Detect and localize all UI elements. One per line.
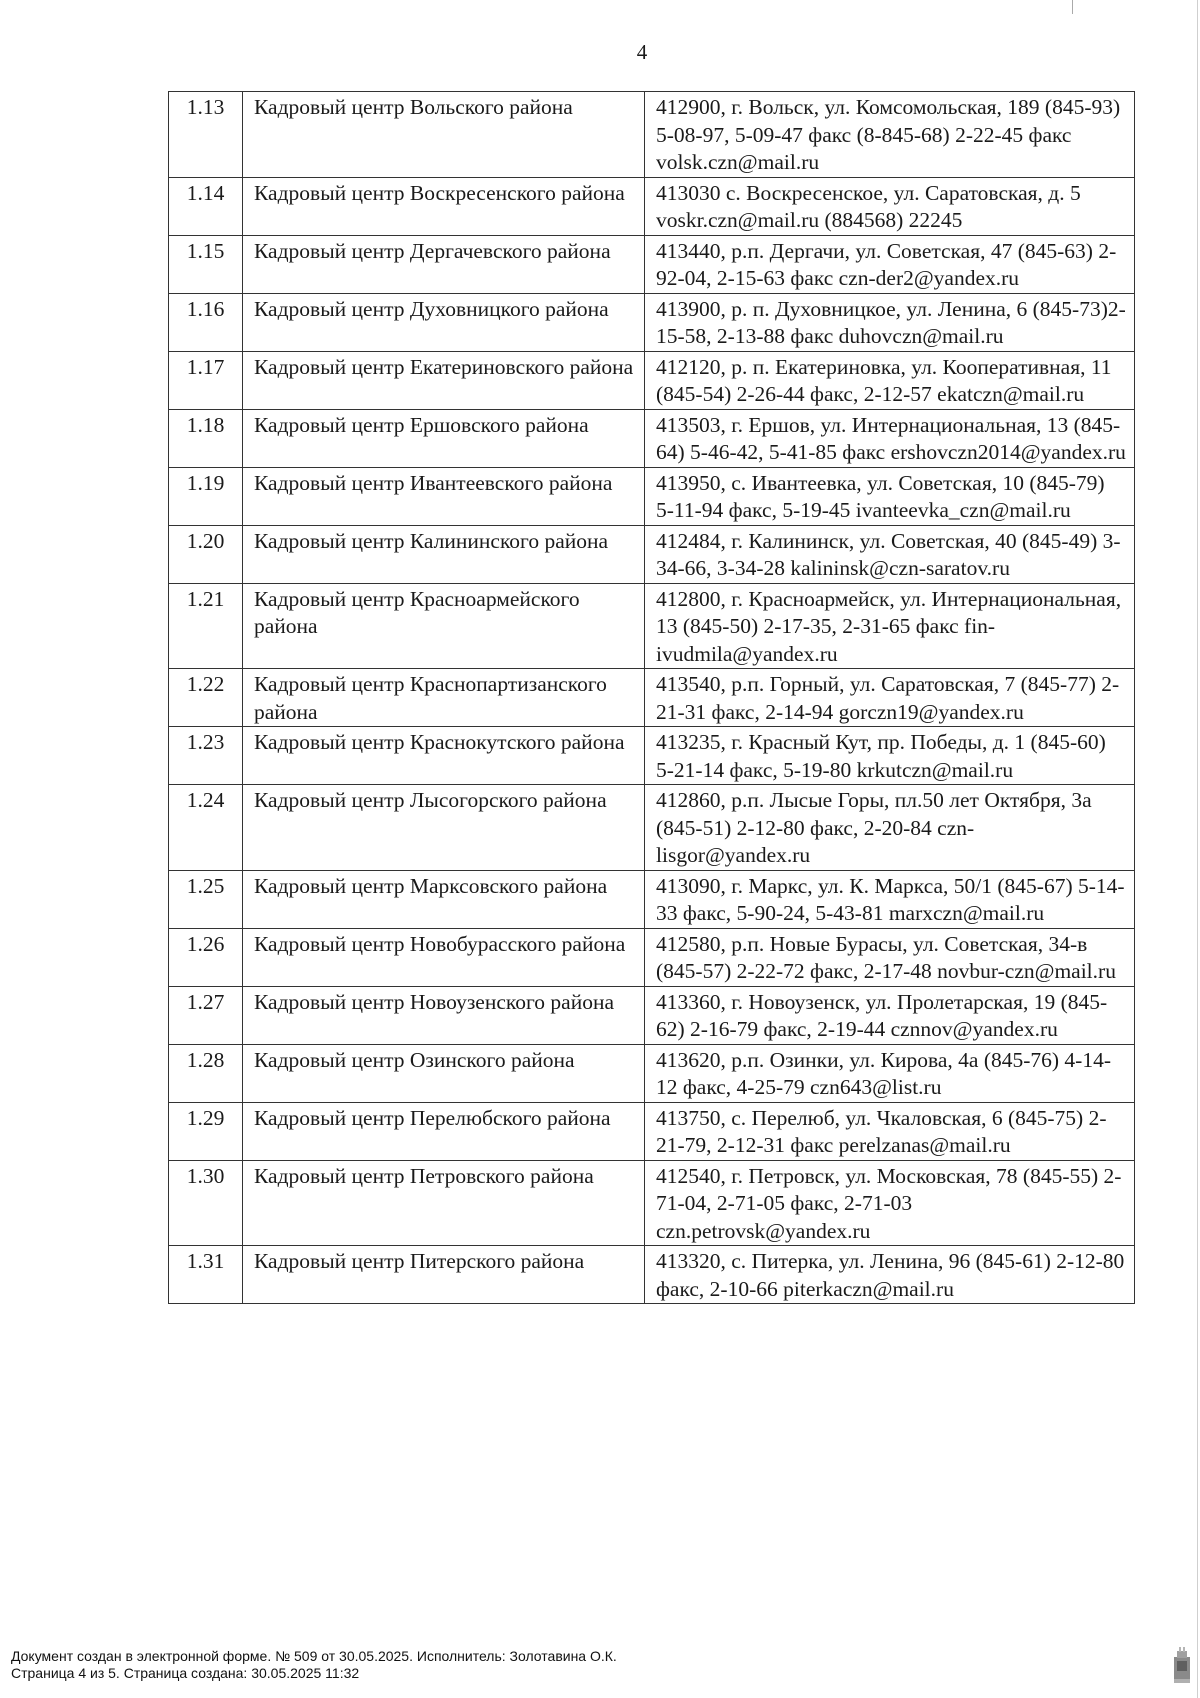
center-name: Кадровый центр Воскресенского района [243, 177, 645, 235]
table-row [169, 1102, 1135, 1160]
center-name: Кадровый центр Ершовского района [243, 409, 645, 467]
table-row [169, 351, 1135, 409]
center-name: Кадровый центр Перелюбского района [243, 1102, 645, 1160]
center-contacts: 413090, г. Маркс, ул. К. Маркса, 50/1 (845-67) 5-14-33 факс, 5-90-24, 5-43-81 marxczn@mail.ru [645, 870, 1135, 928]
center-contacts: 412800, г. Красноармейск, ул. Интернациональная, 13 (845-50) 2-17-35, 2-31-65 факс fin-ivudmila@yandex.ru [645, 583, 1135, 669]
scan-edge-line [1197, 0, 1198, 1698]
center-name: Кадровый центр Новобурасского района [243, 928, 645, 986]
center-name: Кадровый центр Петровского района [243, 1160, 645, 1246]
center-contacts: 413030 с. Воскресенское, ул. Саратовская, д. 5 voskr.czn@mail.ru (884568) 22245 [645, 177, 1135, 235]
center-contacts: 413950, с. Ивантеевка, ул. Советская, 10 (845-79) 5-11-94 факс, 5-19-45 ivanteevka_czn@mail.ru [645, 467, 1135, 525]
row-number: 1.26 [169, 928, 243, 986]
row-number: 1.20 [169, 525, 243, 583]
table-row [169, 525, 1135, 583]
table-row [169, 870, 1135, 928]
center-contacts: 413900, р. п. Духовницкое, ул. Ленина, 6 (845-73)2-15-58, 2-13-88 факс duhovczn@mail.ru [645, 293, 1135, 351]
table-row [169, 928, 1135, 986]
row-number: 1.16 [169, 293, 243, 351]
center-contacts: 412120, р. п. Екатериновка, ул. Кооперативная, 11 (845-54) 2-26-44 факс, 2-12-57 ekatczn@mail.ru [645, 351, 1135, 409]
table-row [169, 92, 1135, 178]
table-row [169, 177, 1135, 235]
center-contacts: 413620, р.п. Озинки, ул. Кирова, 4а (845-76) 4-14-12 факс, 4-25-79 czn643@list.ru [645, 1044, 1135, 1102]
row-number: 1.17 [169, 351, 243, 409]
center-contacts: 413235, г. Красный Кут, пр. Победы, д. 1 (845-60) 5-21-14 факс, 5-19-80 krkutczn@mail.ru [645, 727, 1135, 785]
row-number: 1.31 [169, 1246, 243, 1304]
table-row [169, 293, 1135, 351]
table-row [169, 583, 1135, 669]
row-number: 1.25 [169, 870, 243, 928]
center-contacts: 413503, г. Ершов, ул. Интернациональная, 13 (845-64) 5-46-42, 5-41-85 факс ershovczn2014@yandex.ru [645, 409, 1135, 467]
center-name: Кадровый центр Духовницкого района [243, 293, 645, 351]
center-name: Кадровый центр Калининского района [243, 525, 645, 583]
footer-line-2: Страница 4 из 5. Страница создана: 30.05.2025 11:32 [11, 1665, 360, 1681]
center-name: Кадровый центр Озинского района [243, 1044, 645, 1102]
center-contacts: 412580, р.п. Новые Бурасы, ул. Советская, 34-в (845-57) 2-22-72 факс, 2-17-48 novbur-czn@mail.ru [645, 928, 1135, 986]
row-number: 1.22 [169, 669, 243, 727]
center-name: Кадровый центр Марксовского района [243, 870, 645, 928]
centers-table [168, 91, 1135, 1304]
row-number: 1.24 [169, 785, 243, 871]
center-contacts: 413320, с. Питерка, ул. Ленина, 96 (845-61) 2-12-80 факс, 2-10-66 piterkaczn@mail.ru [645, 1246, 1135, 1304]
center-name: Кадровый центр Краснокутского района [243, 727, 645, 785]
center-name: Кадровый центр Дергачевского района [243, 235, 645, 293]
center-name: Кадровый центр Ивантеевского района [243, 467, 645, 525]
center-name: Кадровый центр Краснопартизанского района [243, 669, 645, 727]
table-row [169, 1044, 1135, 1102]
row-number: 1.13 [169, 92, 243, 178]
document-footer [11, 1648, 617, 1682]
center-contacts: 413440, р.п. Дергачи, ул. Советская, 47 (845-63) 2-92-04, 2-15-63 факс czn-der2@yandex.ru [645, 235, 1135, 293]
row-number: 1.23 [169, 727, 243, 785]
table-row [169, 785, 1135, 871]
coat-of-arms-icon [1172, 1647, 1192, 1685]
center-contacts: 412860, р.п. Лысые Горы, пл.50 лет Октября, 3а (845-51) 2-12-80 факс, 2-20-84 czn-lisgor@yandex.ru [645, 785, 1135, 871]
table-row [169, 1246, 1135, 1304]
row-number: 1.19 [169, 467, 243, 525]
center-contacts: 412540, г. Петровск, ул. Московская, 78 (845-55) 2-71-04, 2-71-05 факс, 2-71-03 czn.petrovsk@yandex.ru [645, 1160, 1135, 1246]
table-row [169, 727, 1135, 785]
center-name: Кадровый центр Екатериновского района [243, 351, 645, 409]
row-number: 1.30 [169, 1160, 243, 1246]
center-contacts: 413540, р.п. Горный, ул. Саратовская, 7 (845-77) 2-21-31 факс, 2-14-94 gorczn19@yandex.ru [645, 669, 1135, 727]
table-row [169, 235, 1135, 293]
center-name: Кадровый центр Питерского района [243, 1246, 645, 1304]
center-contacts: 412484, г. Калининск, ул. Советская, 40 (845-49) 3-34-66, 3-34-28 kalininsk@czn-saratov.ru [645, 525, 1135, 583]
row-number: 1.21 [169, 583, 243, 669]
table-row [169, 409, 1135, 467]
row-number: 1.18 [169, 409, 243, 467]
center-name: Кадровый центр Красноармейского района [243, 583, 645, 669]
table-row [169, 986, 1135, 1044]
page-number: 4 [636, 40, 648, 64]
row-number: 1.27 [169, 986, 243, 1044]
row-number: 1.29 [169, 1102, 243, 1160]
row-number: 1.28 [169, 1044, 243, 1102]
row-number: 1.14 [169, 177, 243, 235]
center-contacts: 412900, г. Вольск, ул. Комсомольская, 189 (845-93) 5-08-97, 5-09-47 факс (8-845-68) 2-22-45 факс volsk.czn@mail.ru [645, 92, 1135, 178]
table-row [169, 1160, 1135, 1246]
row-number: 1.15 [169, 235, 243, 293]
center-contacts: 413360, г. Новоузенск, ул. Пролетарская, 19 (845-62) 2-16-79 факс, 2-19-44 cznnov@yandex.ru [645, 986, 1135, 1044]
table-body [169, 92, 1135, 1304]
footer-line-1: Документ создан в электронной форме. № 509 от 30.05.2025. Исполнитель: Золотавина О.К. [11, 1648, 617, 1664]
center-name: Кадровый центр Вольского района [243, 92, 645, 178]
table-row [169, 669, 1135, 727]
center-name: Кадровый центр Лысогорского района [243, 785, 645, 871]
scan-edge-line [1072, 0, 1073, 14]
center-name: Кадровый центр Новоузенского района [243, 986, 645, 1044]
center-contacts: 413750, с. Перелюб, ул. Чкаловская, 6 (845-75) 2-21-79, 2-12-31 факс perelzanas@mail.ru [645, 1102, 1135, 1160]
table-row [169, 467, 1135, 525]
